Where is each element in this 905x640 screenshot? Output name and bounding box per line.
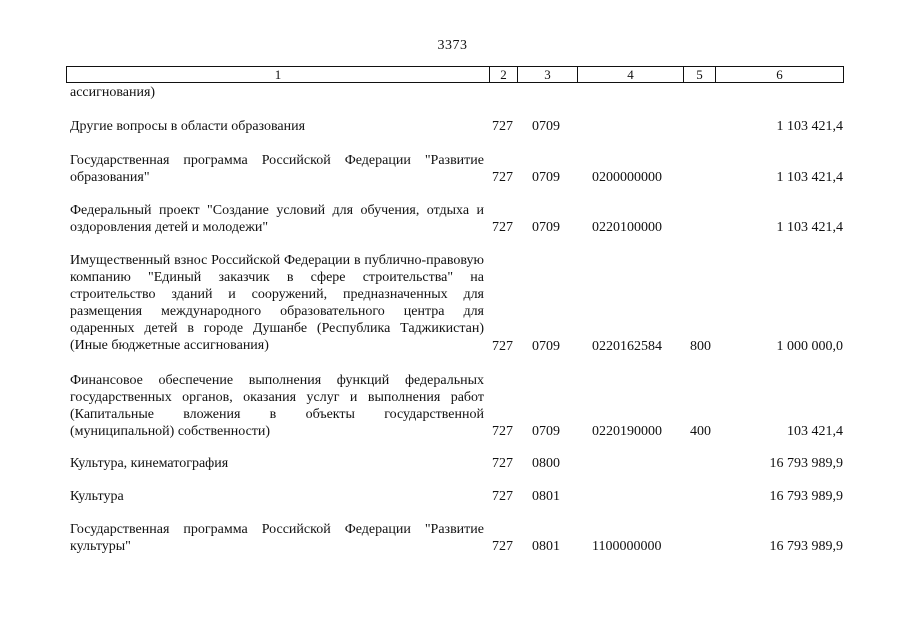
row-amount: 103 421,4 — [787, 424, 843, 439]
row-section: 0709 — [532, 119, 560, 134]
row-name: Государственная программа Российской Федерации "Развитие образования" — [70, 153, 484, 185]
row-code: 727 — [492, 489, 513, 504]
row-name: Федеральный проект "Создание условий для обучения, отдыха и оздоровления детей и молодежи" — [70, 203, 484, 235]
row-name: Культура — [70, 489, 124, 504]
row-amount: 16 793 989,9 — [769, 539, 843, 554]
row-code: 727 — [492, 119, 513, 134]
row-name: Финансовое обеспечение выполнения функций федеральных государственных органов, оказания услуг и выполнения работ (Капитальные вложения в объекты государственной (муниципальной) собственности) — [70, 373, 484, 439]
header-col-1: 1 — [274, 67, 282, 82]
row-code: 727 — [492, 456, 513, 471]
row-amount: 1 103 421,4 — [776, 119, 843, 134]
row-code: 727 — [492, 170, 513, 185]
row-name: Культура, кинематография — [70, 456, 229, 471]
row-amount: 1 000 000,0 — [776, 339, 843, 354]
row-amount: 16 793 989,9 — [769, 489, 843, 504]
row-section: 0801 — [532, 489, 560, 504]
row-amount: 16 793 989,9 — [769, 456, 843, 471]
row-amount: 1 103 421,4 — [776, 220, 843, 235]
header-col-5: 5 — [683, 67, 715, 82]
row-code: 727 — [492, 424, 513, 439]
row-section: 0801 — [532, 539, 560, 554]
header-col-2: 2 — [489, 67, 517, 82]
row-section: 0709 — [532, 424, 560, 439]
row-csr: 0200000000 — [592, 170, 662, 185]
row-section: 0800 — [532, 456, 560, 471]
row-name: Имущественный взнос Российской Федерации в публично-правовую компанию "Единый заказчик в сфере строительства" на строительство зданий и сооружений, предназначенных для размещения международного образовательного центра для одаренных детей в городе Душанбе (Республика Таджикистан) (Иные бюджетные ассигнования) — [70, 253, 484, 353]
row-vr: 800 — [690, 339, 711, 354]
row-section: 0709 — [532, 170, 560, 185]
header-col-3: 3 — [517, 67, 577, 82]
row-csr: 0220162584 — [592, 339, 662, 354]
row-csr: 0220100000 — [592, 220, 662, 235]
continuation-text: ассигнования) — [70, 85, 156, 100]
row-code: 727 — [492, 539, 513, 554]
header-col-4: 4 — [577, 67, 683, 82]
row-csr: 1100000000 — [592, 539, 662, 554]
row-name: Другие вопросы в области образования — [70, 119, 306, 134]
row-name: Государственная программа Российской Федерации "Развитие культуры" — [70, 522, 484, 554]
row-code: 727 — [492, 339, 513, 354]
row-vr: 400 — [690, 424, 711, 439]
header-col-6: 6 — [715, 67, 843, 82]
row-section: 0709 — [532, 339, 560, 354]
table-header — [66, 66, 844, 83]
row-section: 0709 — [532, 220, 560, 235]
row-code: 727 — [492, 220, 513, 235]
row-amount: 1 103 421,4 — [776, 170, 843, 185]
row-csr: 0220190000 — [592, 424, 662, 439]
page-number: 3373 — [437, 38, 468, 53]
